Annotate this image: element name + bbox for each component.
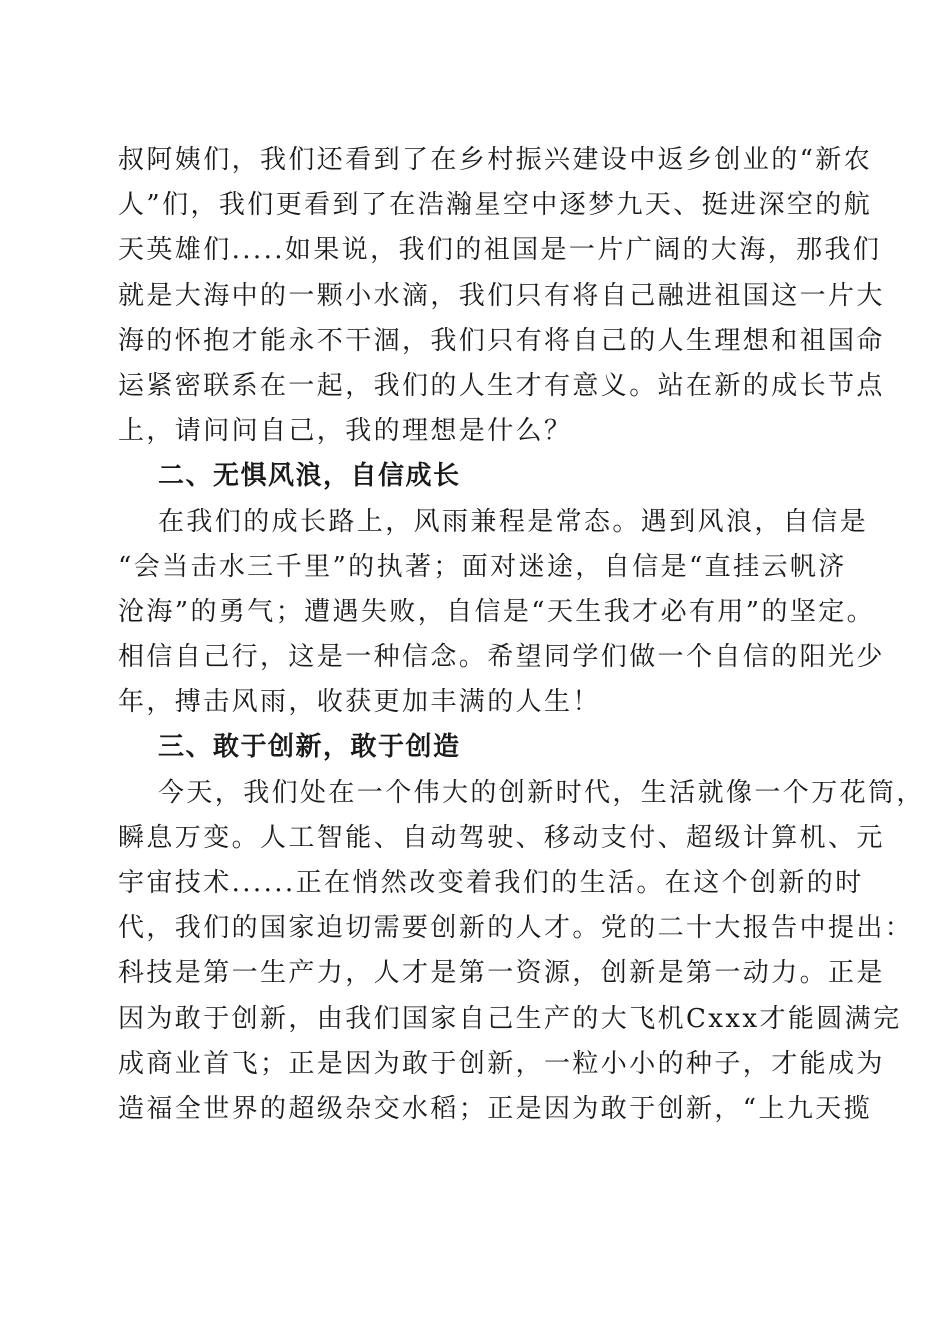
paragraph-line: “会当击水三千里”的执著；面对迷途，自信是“直挂云帆济 — [118, 551, 847, 582]
paragraph-line: 成商业首飞；正是因为敢于创新，一粒小小的种子，才能成为 — [118, 1048, 885, 1079]
section2-paragraph — [118, 500, 885, 726]
paragraph-line: 海的怀抱才能永不干涸，我们只有将自己的人生理想和祖国命 — [118, 325, 885, 356]
paragraph-line: 叔阿姨们，我们还看到了在乡村振兴建设中返乡创业的“新农 — [118, 145, 873, 175]
paragraph-line: 瞬息万变。人工智能、自动驾驶、移动支付、超级计算机、元 — [118, 822, 885, 853]
paragraph-line: 天英雄们.....如果说，我们的祖国是一片广阔的大海，那我们 — [118, 235, 882, 266]
paragraph-line: 造福全世界的超级杂交水稻；正是因为敢于创新，“上九天揽 — [118, 1093, 873, 1124]
paragraph-line: 人”们，我们更看到了在浩瀚星空中逐梦九天、挺进深空的航 — [118, 190, 873, 221]
document-body — [118, 138, 925, 1132]
paragraph-line: 因为敢于创新，由我们国家自己生产的大飞机Cxxx才能圆满完 — [118, 1003, 902, 1034]
paragraph-line: 运紧密联系在一起，我们的人生才有意义。站在新的成长节点 — [118, 370, 885, 401]
paragraph-line: 代，我们的国家迫切需要创新的人才。党的二十大报告中提出： — [118, 913, 914, 944]
paragraph-line: 科技是第一生产力，人才是第一资源，创新是第一动力。正是 — [118, 958, 885, 989]
section1-paragraph — [118, 138, 885, 454]
paragraph-line: 年，搏击风雨，收获更加丰满的人生！ — [118, 687, 601, 718]
section2-heading: 二、无惧风浪，自信成长 — [158, 461, 461, 492]
paragraph-line: 在我们的成长路上，风雨兼程是常态。遇到风浪，自信是 — [158, 506, 869, 537]
paragraph-line: 今天，我们处在一个伟大的创新时代，生活就像一个万花筒， — [158, 777, 925, 808]
paragraph-line: 就是大海中的一颗小水滴，我们只有将自己融进祖国这一片大 — [118, 280, 885, 311]
section3-heading: 三、敢于创新，敢于创造 — [158, 732, 461, 763]
paragraph-line: 宇宙技术......正在悄然改变着我们的生活。在这个创新的时 — [118, 868, 864, 898]
section3-paragraph — [118, 771, 925, 1133]
paragraph-line: 相信自己行，这是一种信念。希望同学们做一个自信的阳光少 — [118, 642, 885, 673]
paragraph-line: 上，请问问自己，我的理想是什么？ — [118, 416, 573, 447]
paragraph-line: 沧海”的勇气；遭遇失败，自信是“天生我才必有用”的坚定。 — [118, 596, 876, 627]
